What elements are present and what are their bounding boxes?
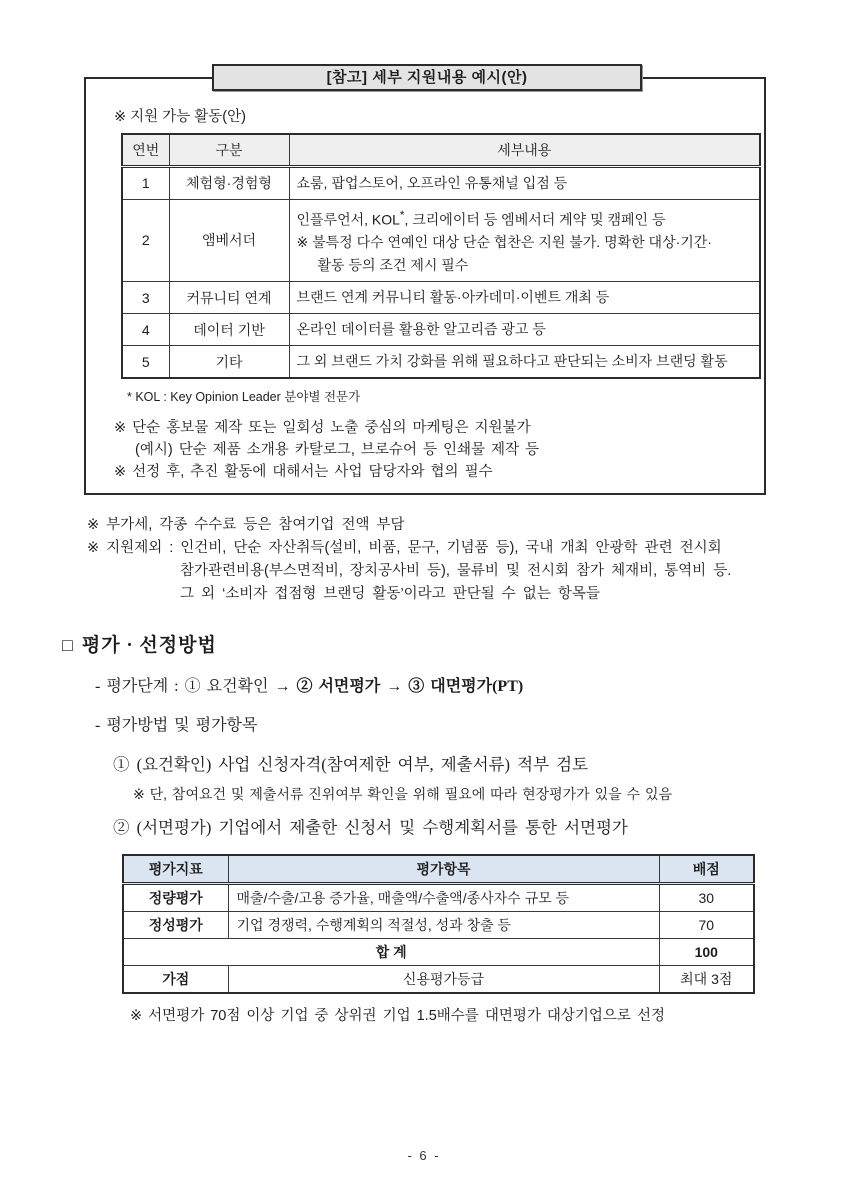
row-detail: 온라인 데이터를 활용한 알고리즘 광고 등	[289, 314, 760, 346]
total-label-cell: 합 계	[123, 939, 659, 966]
table-row	[122, 166, 760, 199]
section-heading-evaluation	[62, 630, 848, 657]
table-row	[122, 199, 760, 282]
column-header-indicator: 평가지표	[123, 855, 228, 884]
note-exclusions-line: 그 외 ‘소비자 접점형 브랜딩 활동’이라고 판단될 수 없는 항목들	[180, 586, 600, 603]
table-row-total	[123, 939, 754, 966]
items-cell: 매출/수출/고용 증가율, 매출액/수출액/종사자수 규모 등	[228, 884, 659, 912]
row-no: 2	[122, 199, 169, 282]
detail-line: ※ 불특정 다수 연예인 대상 단순 협찬은 지원 불가. 명확한 대상·기간·	[296, 234, 712, 251]
evaluation-criteria-table	[122, 854, 755, 994]
kol-footnote: * KOL : Key Opinion Leader 분야별 전문가	[127, 390, 361, 405]
bonus-label-cell: 가점	[123, 966, 228, 994]
row-category: 앰베서더	[169, 199, 289, 282]
supported-activities-table	[121, 133, 761, 379]
row-detail: 쇼룸, 팝업스토어, 오프라인 유통채널 입점 등	[289, 166, 760, 199]
detail-line: 인플루언서, KOL*, 크리에이터 등 엠베서더 계약 및 캠페인 등	[296, 208, 666, 228]
kol-asterisk: *	[399, 208, 405, 222]
evaluation-item-1-note: ※ 단, 참여요건 및 제출서류 진위여부 확인을 위해 필요에 따라 현장평가가 있을 수 있음	[133, 786, 672, 803]
row-category: 데이터 기반	[169, 314, 289, 346]
row-no: 1	[122, 166, 169, 199]
reference-box-title: [참고] 세부 지원내용 예시(안)	[212, 64, 642, 91]
table-row	[122, 346, 760, 379]
bonus-items-cell: 신용평가등급	[228, 966, 659, 994]
table-header-row	[122, 134, 760, 166]
step-1: ① 요건확인	[184, 678, 269, 696]
column-header-score: 배점	[659, 855, 754, 884]
note-line: (예시) 단순 제품 소개용 카탈로그, 브로슈어 등 인쇄물 제작 등	[135, 442, 540, 459]
reference-box	[84, 77, 766, 495]
indicator-cell: 정량평가	[123, 884, 228, 912]
note-exclusions-line: 참가관련비용(부스면적비, 장치공사비 등), 물류비 및 전시회 참가 체재비, 통역비 등.	[180, 563, 732, 580]
table-row	[122, 314, 760, 346]
table-row-qualitative	[123, 912, 754, 939]
step-2: ② 서면평가	[296, 678, 381, 696]
section-heading-text: 평가 · 선정방법	[81, 635, 217, 657]
total-score-cell: 100	[659, 939, 754, 966]
column-header-category: 구분	[169, 134, 289, 166]
evaluation-steps-line: - 평가단계 : ① 요건확인 → ② 서면평가 → ③ 대면평가(PT)	[95, 678, 524, 696]
note-vat: ※ 부가세, 각종 수수료 등은 참여기업 전액 부담	[87, 517, 405, 534]
row-detail: 브랜드 연계 커뮤니티 활동·아카데미·이벤트 개최 등	[289, 282, 760, 314]
reference-box-notes	[114, 417, 748, 483]
table-row	[122, 282, 760, 314]
supported-activities-subtitle: ※ 지원 가능 활동(안)	[114, 109, 246, 125]
row-no: 4	[122, 314, 169, 346]
row-detail	[289, 199, 760, 282]
row-detail: 그 외 브랜드 가치 강화를 위해 필요하다고 판단되는 소비자 브랜딩 활동	[289, 346, 760, 379]
row-no: 5	[122, 346, 169, 379]
step-3: ③ 대면평가(PT)	[408, 678, 524, 696]
table-row-quantitative	[123, 884, 754, 912]
bonus-score-cell: 최대 3점	[659, 966, 754, 994]
note-line: ※ 선정 후, 추진 활동에 대해서는 사업 담당자와 협의 필수	[114, 464, 493, 481]
row-category: 커뮤니티 연계	[169, 282, 289, 314]
row-no: 3	[122, 282, 169, 314]
score-cell: 30	[659, 884, 754, 912]
table-header-row	[123, 855, 754, 884]
general-notes	[87, 514, 787, 606]
items-cell: 기업 경쟁력, 수행계획의 적절성, 성과 창출 등	[228, 912, 659, 939]
score-cell: 70	[659, 912, 754, 939]
evaluation-item-2: ② (서면평가) 기업에서 제출한 신청서 및 수행계획서를 통한 서면평가	[113, 818, 628, 838]
column-header-detail: 세부내용	[289, 134, 760, 166]
column-header-items: 평가항목	[228, 855, 659, 884]
row-category: 기타	[169, 346, 289, 379]
evaluation-table-note: ※ 서면평가 70점 이상 기업 중 상위권 기업 1.5배수를 대면평가 대상기업으로 선정	[130, 1008, 665, 1025]
arrow-icon: →	[380, 678, 409, 696]
square-bullet-icon: □	[62, 635, 74, 656]
column-header-no: 연번	[122, 134, 169, 166]
note-exclusions-line: ※ 지원제외 : 인건비, 단순 자산취득(설비, 비품, 문구, 기념품 등), 국내 개최 안광학 관련 전시회	[87, 540, 722, 557]
detail-line: 활동 등의 조건 제시 필수	[317, 257, 469, 274]
page-number: - 6 -	[407, 1148, 441, 1163]
note-line: ※ 단순 홍보물 제작 또는 일회성 노출 중심의 마케팅은 지원불가	[114, 420, 531, 437]
indicator-cell: 정성평가	[123, 912, 228, 939]
evaluation-method-label: - 평가방법 및 평가항목	[95, 717, 258, 735]
table-row-bonus	[123, 966, 754, 994]
evaluation-item-1: ① (요건확인) 사업 신청자격(참여제한 여부, 제출서류) 적부 검토	[113, 755, 589, 775]
arrow-icon: →	[268, 678, 297, 696]
row-category: 체험형·경험형	[169, 166, 289, 199]
